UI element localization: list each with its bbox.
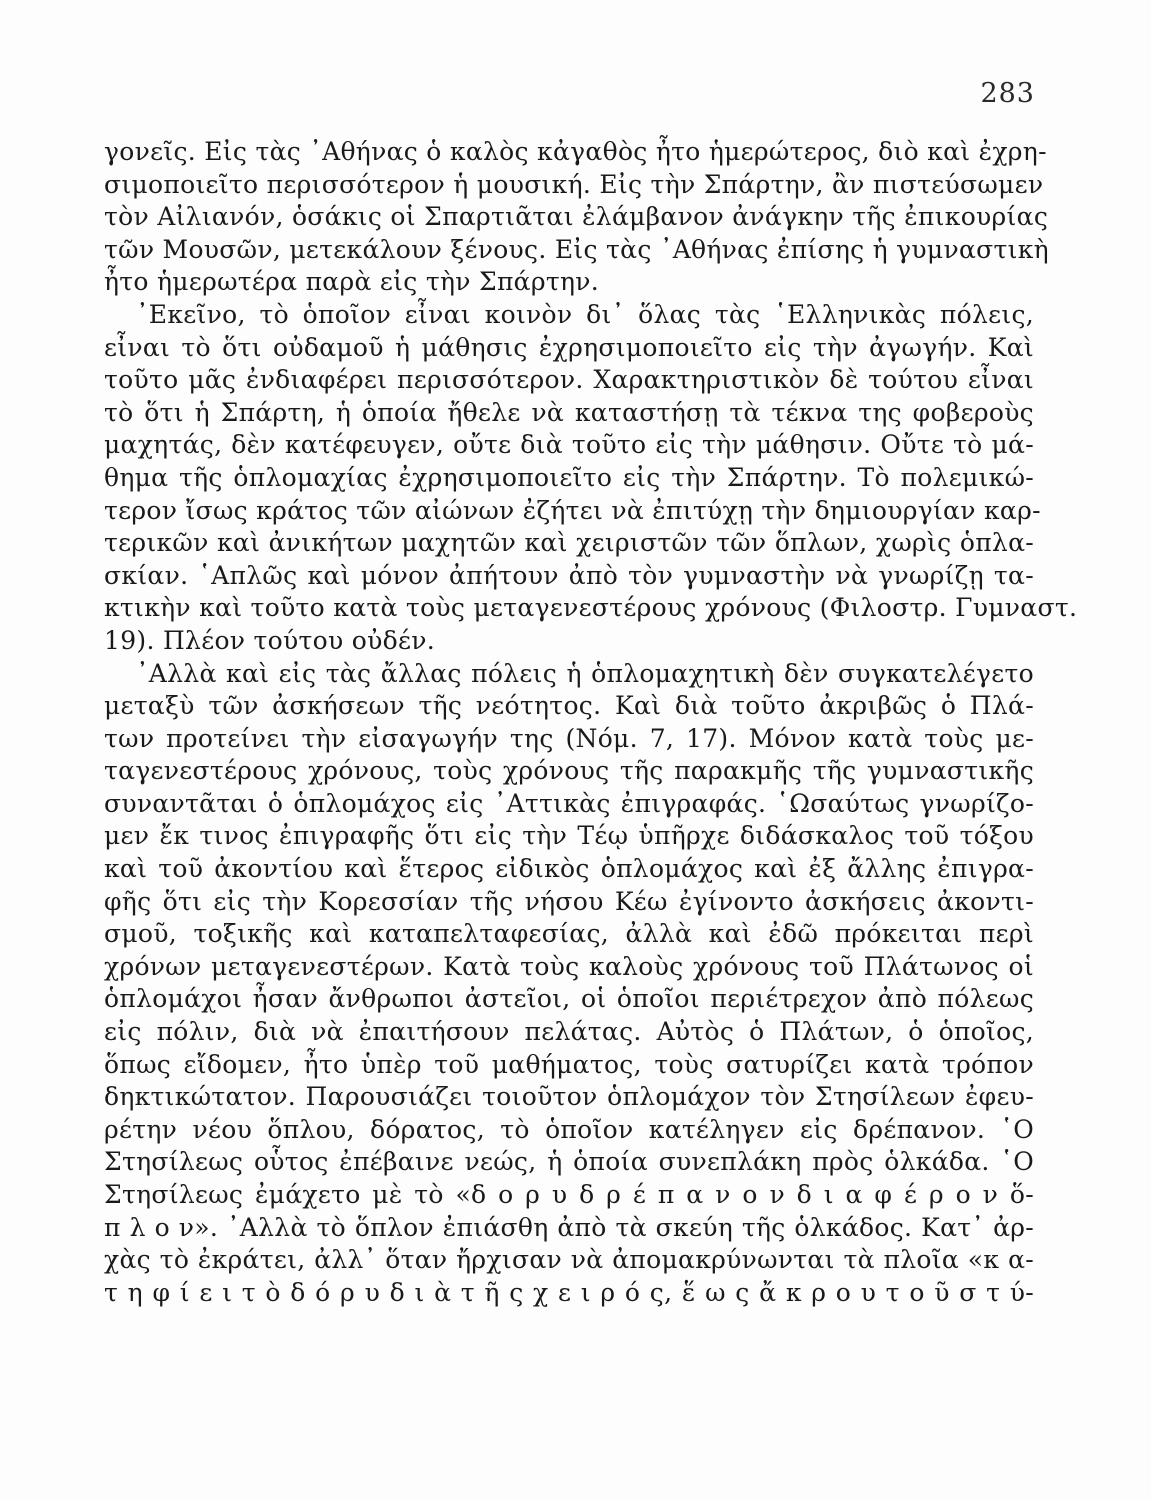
- text-line: 19). Πλέον τούτου οὐδέν.: [104, 625, 435, 655]
- text-line: ταγενεστέρους χρόνους, τοὺς χρόνους τῆς παρακμῆς τῆς γυμναστικῆς: [104, 756, 1034, 786]
- text-line: κτικὴν καὶ τοῦτο κατὰ τοὺς μεταγενεστέρους χρόνους (Φιλοστρ. Γυμναστ.: [104, 593, 1078, 623]
- text-line: των προτείνει τὴν εἰσαγωγήν της (Νόμ. 7, 17). Μόνον κατὰ τοὺς με-: [104, 723, 1034, 753]
- text-line: π λ ο ν». ᾿Αλλὰ τὸ ὅπλον ἐπιάσθη ἀπὸ τὰ σκεύη τῆς ὁλκάδος. Κατ᾿ ἀρ-: [104, 1212, 1034, 1242]
- text-line: ρέτην νέου ὅπλου, δόρατος, τὸ ὁποῖον κατέληγεν εἰς δρέπανον. ῾Ο: [104, 1114, 1034, 1144]
- text-line: μεν ἔκ τινος ἐπιγραφῆς ὅτι εἰς τὴν Τέῳ ὑπῆρχε διδάσκαλος τοῦ τόξου: [104, 821, 1034, 851]
- text-line: τῶν Μουσῶν, μετεκάλουν ξένους. Εἰς τὰς ᾿Αθήνας ἐπίσης ἡ γυμναστικὴ: [104, 234, 1049, 264]
- text-line: Στησίλεως οὗτος ἐπέβαινε νεώς, ἡ ὁποία συνεπλάκη πρὸς ὁλκάδα. ῾Ο: [104, 1147, 1034, 1177]
- text-line: καὶ τοῦ ἀκοντίου καὶ ἕτερος εἰδικὸς ὁπλομάχος καὶ ἐξ ἄλλης ἐπιγρα-: [104, 854, 1034, 884]
- text-line: θημα τῆς ὁπλομαχίας ἐχρησιμοποιεῖτο εἰς τὴν Σπάρτην. Τὸ πολεμικώ-: [104, 462, 1034, 492]
- text-line: μεταξὺ τῶν ἀσκήσεων τῆς νεότητος. Καὶ διὰ τοῦτο ἀκριβῶς ὁ Πλά-: [104, 691, 1034, 721]
- text-line: σιμοποιεῖτο περισσότερον ἡ μουσική. Εἰς τὴν Σπάρτην, ἂν πιστεύσωμεν: [104, 169, 1044, 199]
- text-line: φῆς ὅτι εἰς τὴν Κορεσσίαν τῆς νήσου Κέω ἐγίνοντο ἀσκήσεις ἀκοντι-: [104, 886, 1034, 916]
- text-line: τοῦτο μᾶς ἐνδιαφέρει περισσότερον. Χαρακτηριστικὸν δὲ τούτου εἶναι: [104, 365, 1034, 395]
- text-line: τερικῶν καὶ ἀνικήτων μαχητῶν καὶ χειριστῶν τῶν ὅπλων, χωρὶς ὁπλα-: [104, 528, 1034, 558]
- text-line: χρόνων μεταγενεστέρων. Κατὰ τοὺς καλοὺς χρόνους τοῦ Πλάτωνος οἱ: [104, 951, 1034, 981]
- text-line: συναντᾶται ὁ ὁπλομάχος εἰς ᾿Αττικὰς ἐπιγραφάς. ῾Ωσαύτως γνωρίζο-: [104, 788, 1034, 818]
- text-line: Στησίλεως ἐμάχετο μὲ τὸ «δ ο ρ υ δ ρ έ π α ν ο ν δ ι α φ έ ρ ο ν ὅ-: [104, 1180, 1034, 1209]
- page-number: 283: [980, 78, 1035, 109]
- text-line: εἰς πόλιν, διὰ νὰ ἐπαιτήσουν πελάτας. Αὐτὸς ὁ Πλάτων, ὁ ὁποῖος,: [104, 1017, 1034, 1047]
- text-line: τὸν Αἰλιανόν, ὁσάκις οἱ Σπαρτιᾶται ἐλάμβανον ἀνάγκην τῆς ἐπικουρίας: [104, 202, 1049, 232]
- text-line: ὁπλομάχοι ἦσαν ἄνθρωποι ἀστεῖοι, οἱ ὁποῖοι περιέτρεχον ἀπὸ πόλεως: [104, 984, 1034, 1014]
- text-line: γονεῖς. Εἰς τὰς ᾿Αθήνας ὁ καλὸς κἀγαθὸς ἦτο ἡμερώτερος, διὸ καὶ ἐχρη-: [104, 137, 1047, 166]
- text-line: ὅπως εἴδομεν, ἦτο ὑπὲρ τοῦ μαθήματος, τοὺς σατυρίζει κατὰ τρόπον: [104, 1049, 1034, 1079]
- text-line: σμοῦ, τοξικῆς καὶ καταπελταφεσίας, ἀλλὰ καὶ ἐδῶ πρόκειται περὶ: [104, 919, 1034, 949]
- text-line: τὸ ὅτι ἡ Σπάρτη, ἡ ὁποία ἤθελε νὰ καταστήσῃ τὰ τέκνα της φοβεροὺς: [104, 397, 1034, 427]
- text-line: σκίαν. ῾Απλῶς καὶ μόνον ἀπήτουν ἀπὸ τὸν γυμναστὴν νὰ γνωρίζῃ τα-: [104, 560, 1034, 590]
- text-line: εἶναι τὸ ὅτι οὐδαμοῦ ἡ μάθησις ἐχρησιμοποιεῖτο εἰς τὴν ἀγωγήν. Καὶ: [104, 332, 1034, 362]
- body-text: [104, 136, 1078, 1309]
- text-line: μαχητάς, δὲν κατέφευγεν, οὔτε διὰ τοῦτο εἰς τὴν μάθησιν. Οὔτε τὸ μά-: [104, 430, 1034, 460]
- text-line: χὰς τὸ ἐκράτει, ἀλλ᾿ ὅταν ἤρχισαν νὰ ἀπομακρύνωνται τὰ πλοῖα «κ α-: [104, 1245, 1034, 1275]
- text-line: δηκτικώτατον. Παρουσιάζει τοιοῦτον ὁπλομάχον τὸν Στησίλεων ἐφευ-: [104, 1082, 1034, 1112]
- text-line: ἦτο ἡμερωτέρα παρὰ εἰς τὴν Σπάρτην.: [104, 267, 600, 297]
- text-line: τ η φ ί ε ι τ ὸ δ ό ρ υ δ ι ὰ τ ῆ ς χ ε ι ρ ό ς, ἕ ω ς ἄ κ ρ ο υ τ ο ῦ σ τ ύ-: [104, 1277, 1034, 1307]
- text-line: ᾿Εκεῖνο, τὸ ὁποῖον εἶναι κοινὸν δι᾿ ὅλας τὰς ῾Ελληνικὰς πόλεις,: [136, 299, 1034, 329]
- text-line: ᾿Αλλὰ καὶ εἰς τὰς ἄλλας πόλεις ἡ ὁπλομαχητικὴ δὲν συγκατελέγετο: [136, 658, 1034, 688]
- text-line: τερον ἴσως κράτος τῶν αἰώνων ἐζήτει νὰ ἐπιτύχῃ τὴν δημιουργίαν καρ-: [104, 495, 1041, 525]
